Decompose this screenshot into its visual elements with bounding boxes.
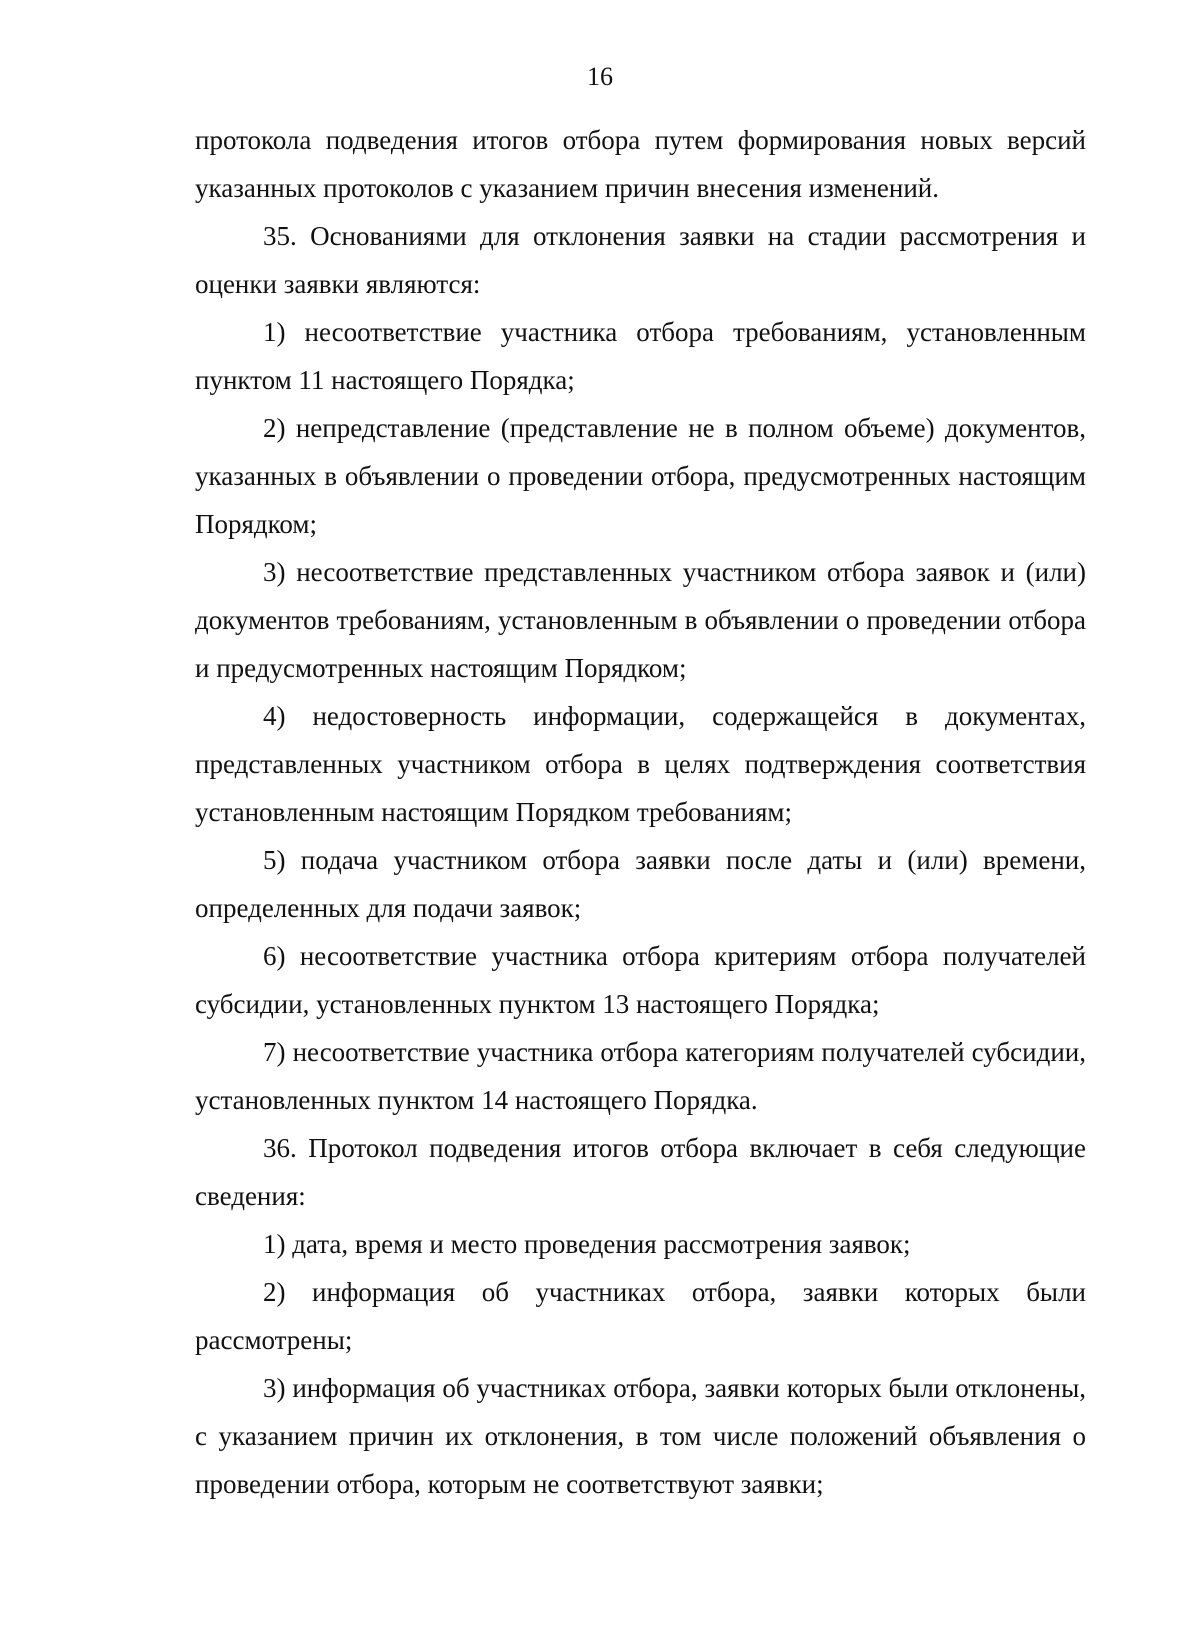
paragraph-35-item-4: 4) недостоверность информации, содержащейся в документах, представленных участником отбора в целях подтверждения соответствия установленным настоящим Порядком требованиям; xyxy=(195,701,1086,827)
paragraph-36-item-3: 3) информация об участниках отбора, заявки которых были отклонены, с указанием причин их отклонения, в том числе положений объявления о проведении отбора, которым не соответствуют заявки; xyxy=(195,1373,1086,1499)
paragraph-36-item-2: 2) информация об участниках отбора, заявки которых были рассмотрены; xyxy=(195,1277,1086,1355)
paragraph-35-item-7: 7) несоответствие участника отбора категориям получателей субсидии, установленных пунктом 14 настоящего Порядка. xyxy=(195,1037,1086,1115)
paragraph-35-item-6: 6) несоответствие участника отбора критериям отбора получателей субсидии, установленных пунктом 13 настоящего Порядка; xyxy=(195,941,1086,1019)
paragraph-36-item-1: 1) дата, время и место проведения рассмотрения заявок; xyxy=(263,1229,911,1259)
paragraph-36: 36. Протокол подведения итогов отбора включает в себя следующие сведения: xyxy=(195,1133,1086,1211)
paragraph-35-item-2: 2) непредставление (представление не в полном объеме) документов, указанных в объявлении о проведении отбора, предусмотренных настоящим Порядком; xyxy=(195,413,1086,539)
paragraph-continuation: протокола подведения итогов отбора путем формирования новых версий указанных протоколов с указанием причин внесения изменений. xyxy=(195,125,1086,203)
paragraph-35-item-3: 3) несоответствие представленных участником отбора заявок и (или) документов требованиям, установленным в объявлении о проведении отбора и предусмотренных настоящим Порядком; xyxy=(195,557,1086,683)
paragraph-35-item-5: 5) подача участником отбора заявки после даты и (или) времени, определенных для подачи заявок; xyxy=(195,845,1086,923)
paragraph-35: 35. Основаниями для отклонения заявки на стадии рассмотрения и оценки заявки являются: xyxy=(195,221,1086,299)
paragraph-35-item-1: 1) несоответствие участника отбора требованиям, установленным пунктом 11 настоящего Порядка; xyxy=(195,317,1086,395)
page-number: 16 xyxy=(587,62,613,91)
document-body xyxy=(195,116,1086,1508)
